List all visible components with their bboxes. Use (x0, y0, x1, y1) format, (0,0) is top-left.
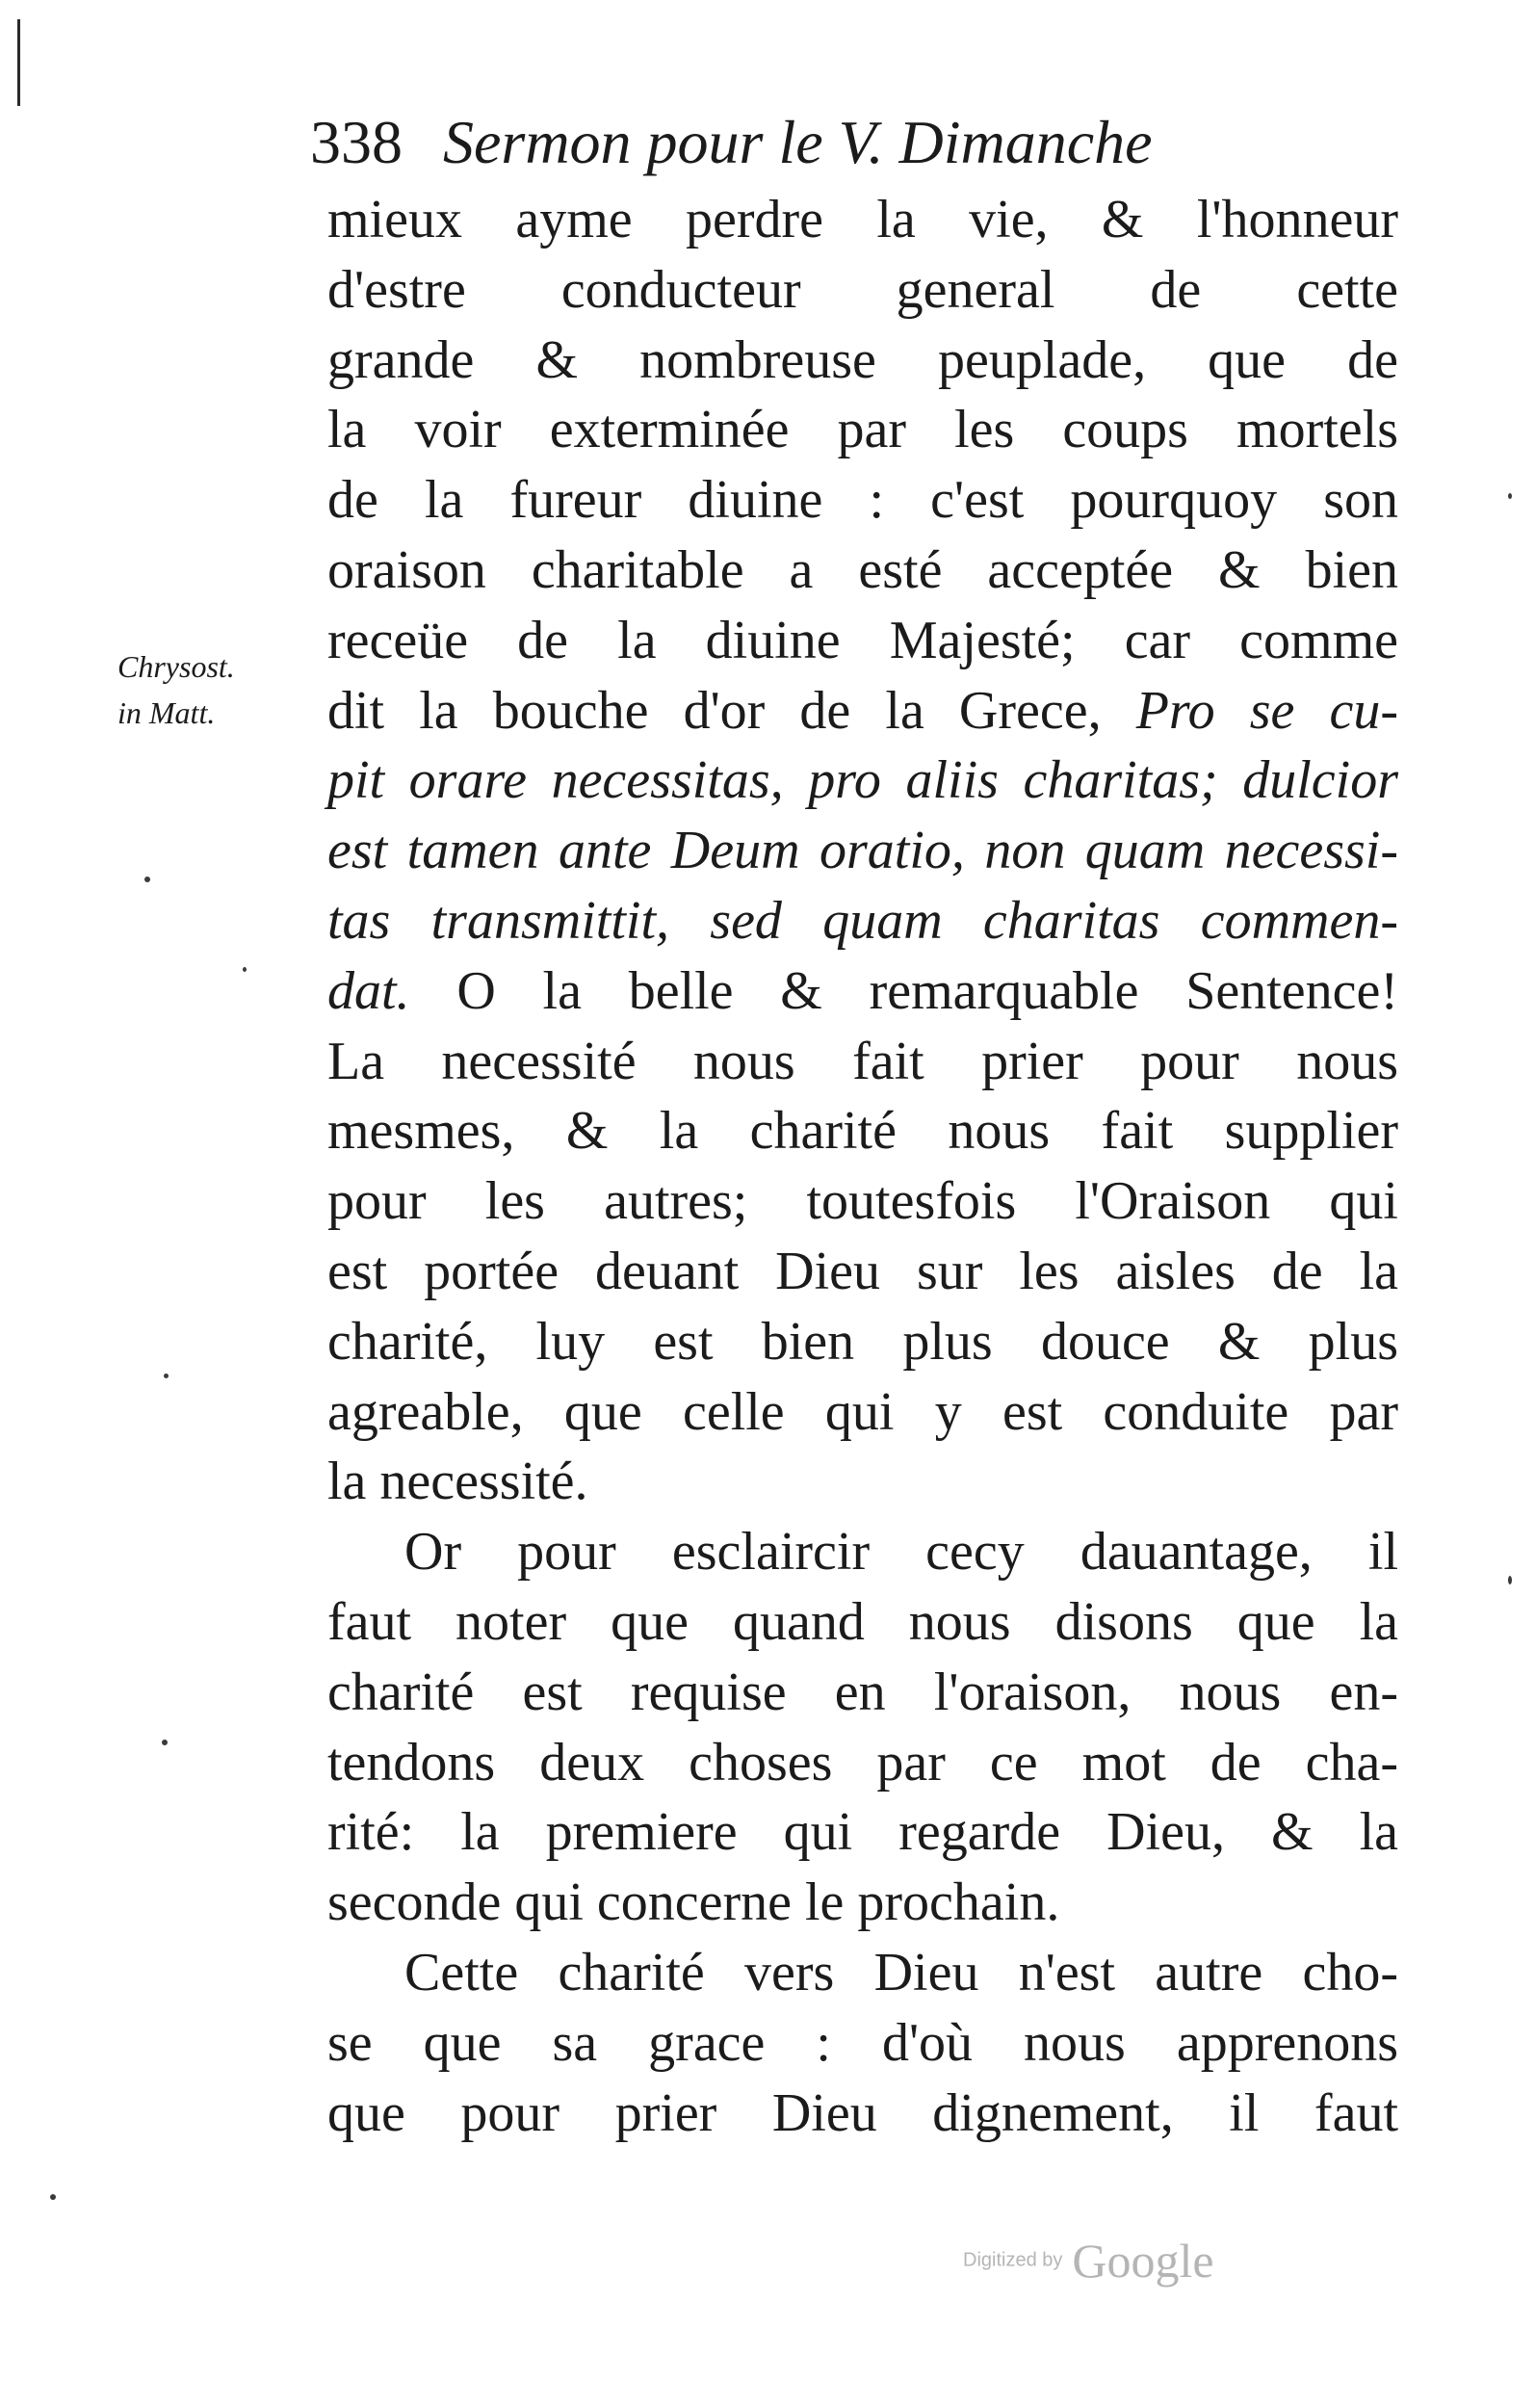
text-line: mesmes, & la charité nous fait supplier (327, 1101, 1398, 1162)
digitized-label: Digitized by (963, 2249, 1063, 2271)
running-title: Sermon pour le V. Dimanche (443, 108, 1153, 176)
ink-speck (50, 2194, 56, 2200)
text-line: de la fureur diuine : c'est pourquoy son (327, 470, 1398, 531)
text-line: tendons deux choses par ce mot de cha- (327, 1732, 1398, 1793)
digitized-watermark (963, 2233, 1214, 2289)
text-line (327, 676, 1398, 746)
text-roman: dit la bouche d'or de la Grece, (327, 680, 1102, 741)
text-line: seconde qui concerne le prochain. (327, 1872, 1060, 1933)
page-edge-rule (17, 19, 20, 106)
text-line: oraison charitable a esté acceptée & bien (327, 539, 1398, 600)
text-line: d'estre conducteur general de cette (327, 259, 1398, 320)
text-line: que pour prier Dieu dignement, il faut (327, 2082, 1398, 2143)
text-line: se que sa grace : d'où nous apprenons (327, 2012, 1398, 2073)
text-line: la voir exterminée par les coups mortels (327, 400, 1398, 460)
paragraph-start-line: Cette charité vers Dieu n'est autre cho- (404, 1942, 1398, 2002)
latin-quotation-line: est tamen ante Deum oratio, non quam necessi- (327, 821, 1398, 881)
text-line: agreable, que celle qui y est conduite par (327, 1381, 1398, 1442)
text-line: charité, luy est bien plus douce & plus (327, 1311, 1398, 1372)
ink-speck (162, 1740, 168, 1745)
text-line: grande & nombreuse peuplade, que de (327, 329, 1398, 390)
margin-note-author: Chrysost. (117, 649, 235, 684)
latin-quotation-line: pit orare necessitas, pro aliis charitas; dulcior (327, 750, 1398, 811)
page-number: 338 (310, 108, 403, 176)
running-header (310, 104, 1153, 181)
margin-note (117, 643, 235, 736)
text-line: mieux ayme perdre la vie, & l'honneur (327, 190, 1398, 249)
text-line: receüe de la diuine Majesté; car comme (327, 610, 1398, 670)
latin-quotation: Pro se cu- (1135, 680, 1399, 741)
text-line: rité: la premiere qui regarde Dieu, & la (327, 1802, 1398, 1863)
text-line: La necessité nous fait prier pour nous (327, 1031, 1398, 1091)
ink-speck (1508, 493, 1512, 499)
ink-speck (1508, 1576, 1512, 1584)
text-line (327, 956, 1398, 1027)
ink-speck (243, 967, 247, 972)
paragraph-start-line: Or pour esclaircir cecy dauantage, il (404, 1522, 1398, 1583)
margin-note-work: in Matt. (117, 695, 216, 730)
latin-quotation-line: tas transmittit, sed quam charitas commen- (327, 890, 1398, 951)
text-roman: O la belle & remarquable Sentence! (456, 960, 1398, 1021)
google-logo: Google (1072, 2234, 1214, 2288)
text-line: la necessité. (327, 1452, 588, 1512)
text-line: faut noter que quand nous disons que la (327, 1591, 1398, 1652)
latin-quotation: dat. (327, 960, 410, 1021)
text-line: est portée deuant Dieu sur les aisles de la (327, 1241, 1398, 1301)
text-line: charité est requise en l'oraison, nous en- (327, 1662, 1398, 1722)
ink-speck (164, 1374, 169, 1378)
text-line: pour les autres; toutesfois l'Oraison qui (327, 1171, 1398, 1232)
ink-speck (144, 877, 150, 882)
body-text (327, 185, 1398, 2148)
